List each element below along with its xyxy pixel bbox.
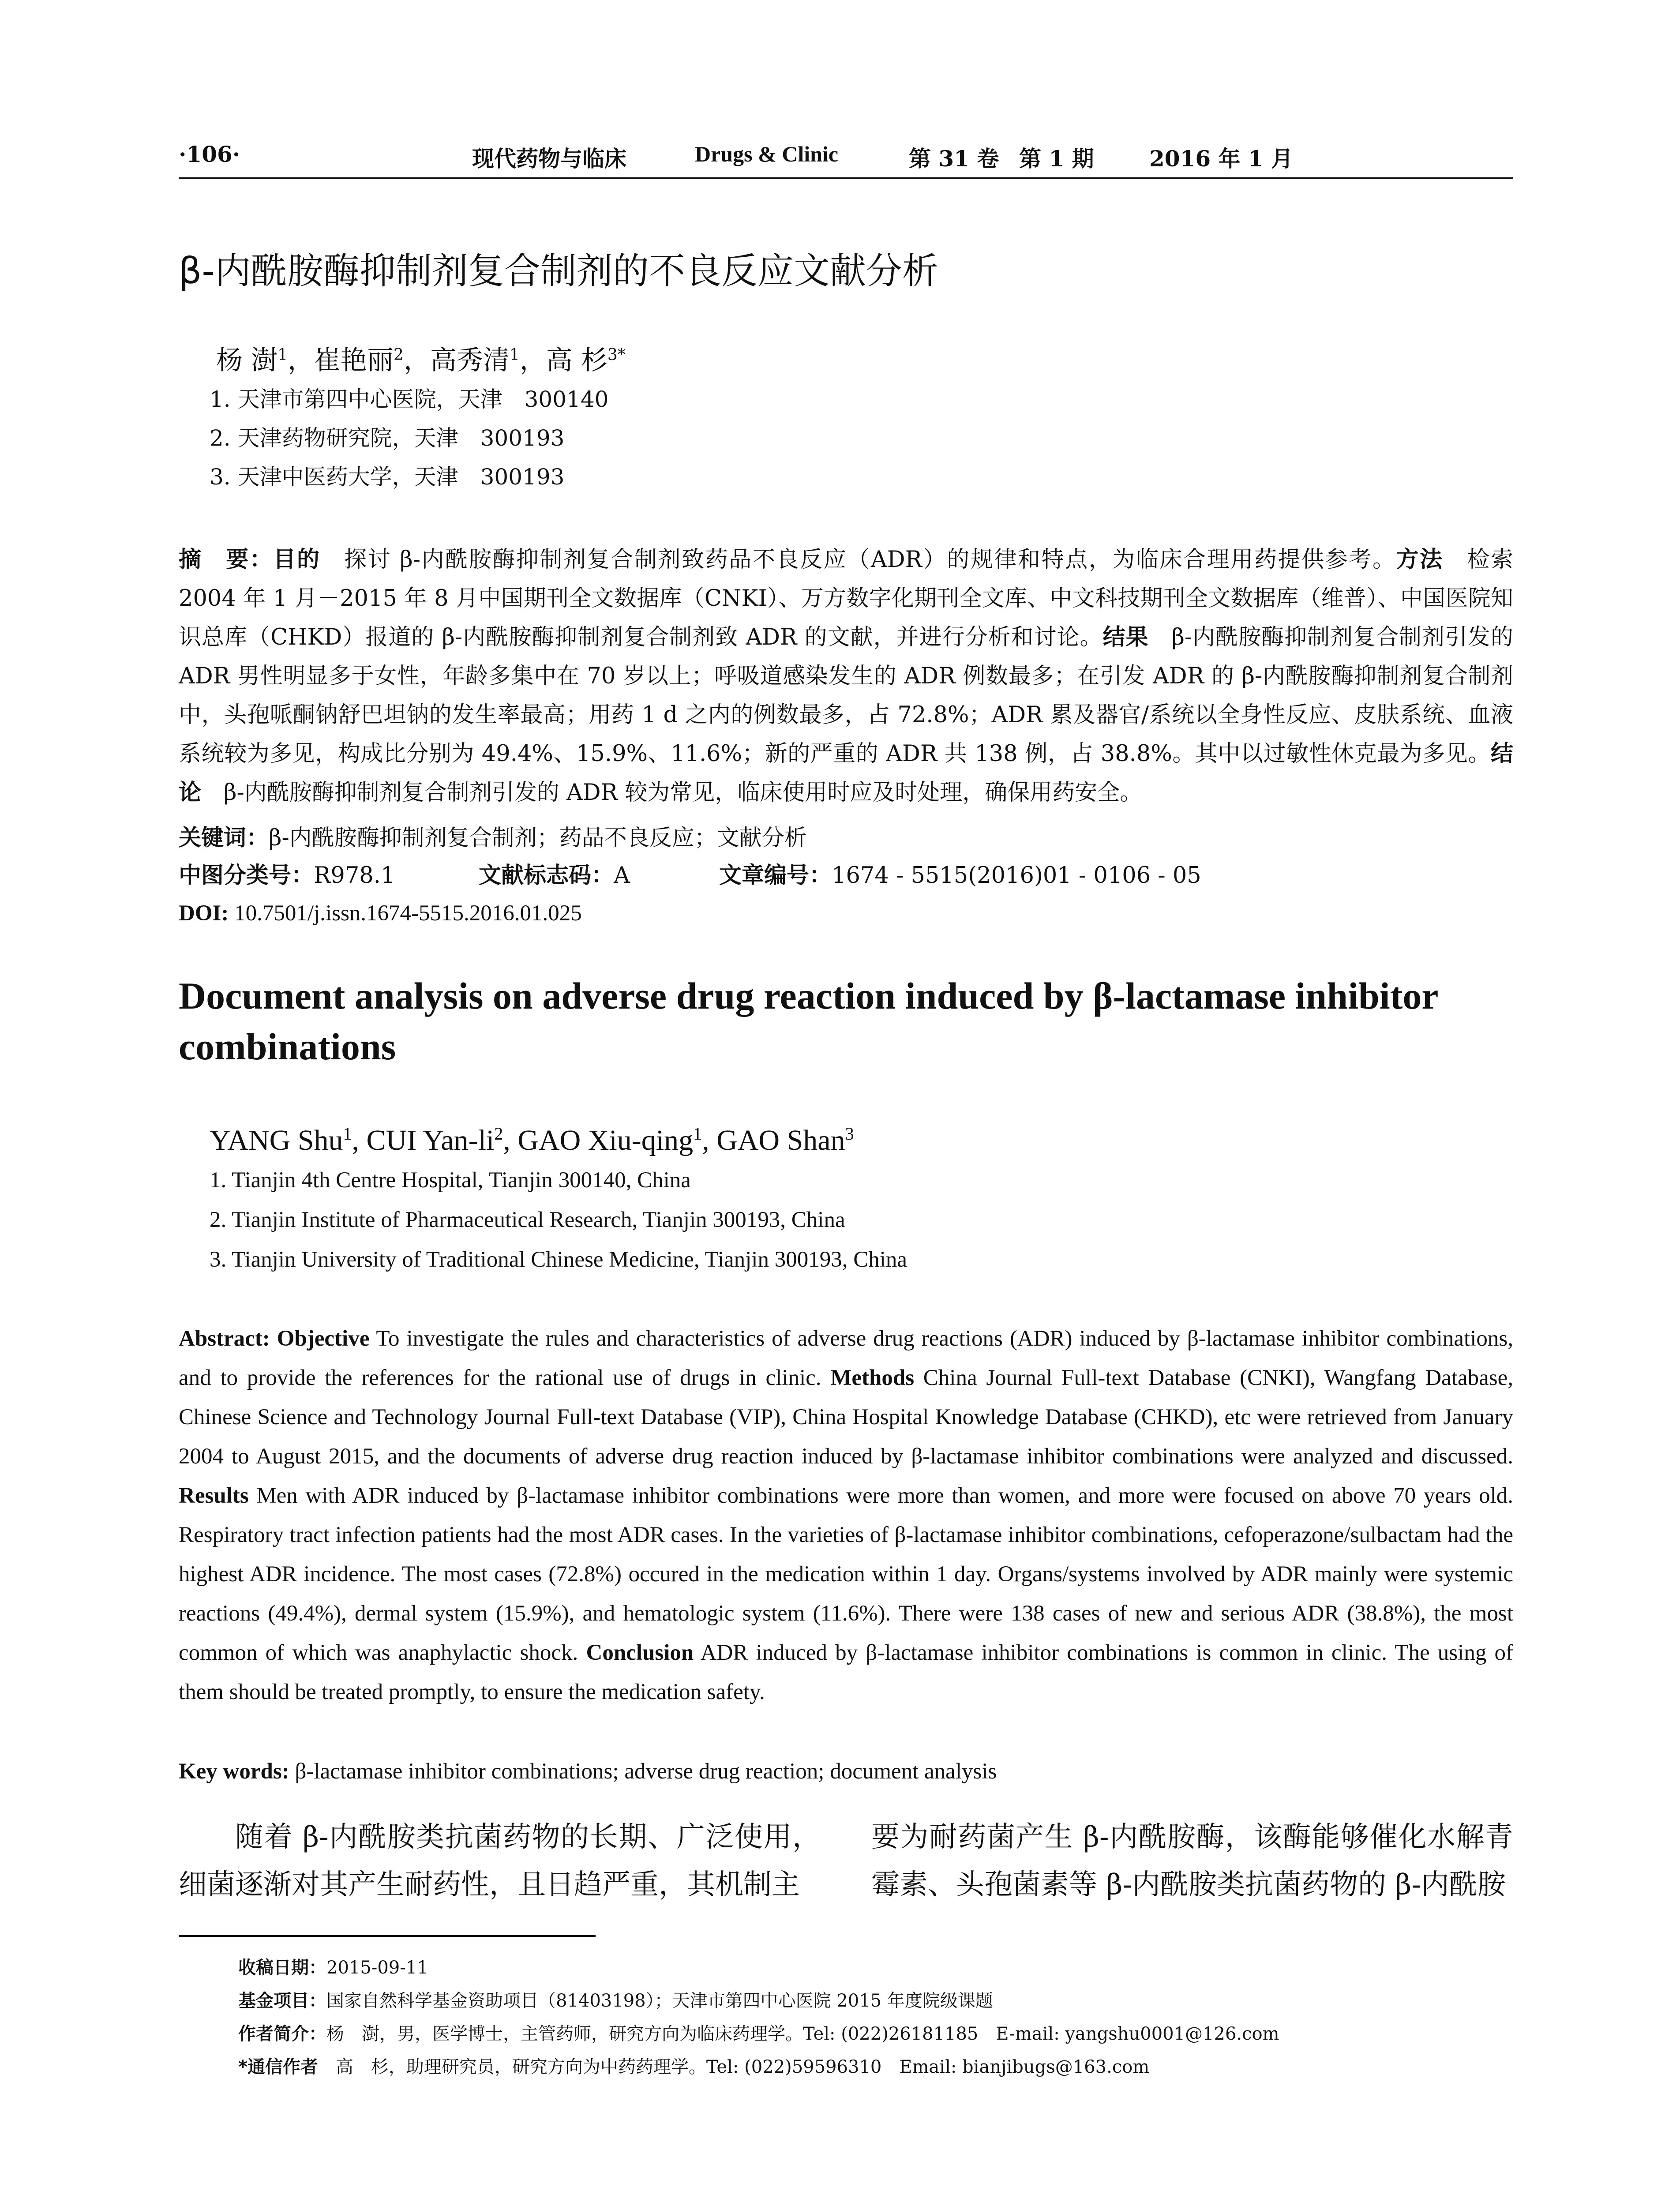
journal-name-cn: 现代药物与临床	[472, 146, 626, 172]
title-en: Document analysis on adverse drug reaction induced by β-lactamase inhibitor combinations	[179, 975, 1438, 1068]
methods-text: China Journal Full-text Database (CNKI), Wangfang Database, Chinese Science and Technology Journal Full-text Database (VIP), China Hospital Knowledge Database (CHKD), etc were retrieved from January 2004 to August 2015, and the documents of adverse drug reaction induced by β-lactamase inhibitor combinations were analyzed and discussed.	[179, 1366, 1513, 1469]
author-affiliation-mark: 1	[278, 346, 288, 364]
page-title: β-内酰胺酶抑制剂复合制剂的不良反应文献分析	[179, 250, 938, 292]
article-number-value: 1674 - 5515(2016)01 - 0106 - 05	[832, 863, 1201, 889]
author-affiliation-mark: 2	[494, 1124, 503, 1144]
objective-text: To investigate the rules and characteristics of adverse drug reactions (ADR) induced by β-lactamase inhibitor combinations, and to provide the references for the rational use of drugs in clinic.	[179, 1326, 1514, 1390]
author-name: ，崔艳丽	[287, 345, 394, 376]
abstract-cn	[179, 540, 1513, 812]
keywords-label: 关键词：	[179, 825, 269, 851]
author-affiliation-mark: 1	[693, 1124, 702, 1144]
doi-label: DOI:	[179, 901, 229, 926]
footnote-received	[238, 1955, 428, 1981]
conclusion-label: 结论	[179, 741, 1513, 806]
author-name: 杨 澍	[216, 345, 278, 376]
footnote-funding	[238, 1988, 993, 2014]
keywords-en	[179, 1754, 997, 1789]
doi-link[interactable]: 10.7501/j.issn.1674-5515.2016.01.025	[229, 901, 582, 926]
body-column-left: 随着 β-内酰胺类抗菌药物的长期、广泛使用，细菌逐渐对其产生耐药性，且日趋严重，其机制主	[179, 1821, 821, 1901]
received-label: 收稿日期：	[238, 1958, 326, 1978]
results-label: 结果	[1102, 624, 1149, 650]
author-name: , GAO Xiu-qing	[503, 1124, 694, 1156]
document-code-label: 文献标志码：	[479, 863, 614, 889]
corresponding-label: *通信作者	[238, 2057, 318, 2077]
clc-code	[179, 858, 395, 893]
abstract-label: Abstract:	[179, 1326, 270, 1351]
affiliation-en: 3. Tianjin University of Traditional Chinese Medicine, Tianjin 300193, China	[210, 1247, 908, 1272]
author-name: , CUI Yan-li	[352, 1124, 495, 1156]
bio-text: 杨 澍，男，医学博士，主管药师，研究方向为临床药理学。Tel: (022)26181185 E-mail: yangshu0001@126.com	[326, 2024, 1279, 2044]
results-text: β-内酰胺酶抑制剂复合制剂引发的 ADR 男性明显多于女性，年龄多集中在 70 岁以上；呼吸道感染发生的 ADR 例数最多；在引发 ADR 的 β-内酰胺酶抑制剂复合制剂中，头孢哌酮钠舒巴坦钠的发生率最高；用药 1 d 之内的例数最多，占 72.8%；ADR 累及器官/系统以全身性反应、皮肤系统、血液系统较为多见，构成比分别为 49.4%、15.9%、11.6%；新的严重的 ADR 共 138 例，占 38.8%。其中以过敏性休克最为多见。	[179, 624, 1513, 767]
article-number-label: 文章编号：	[719, 863, 832, 889]
author-name: YANG Shu	[210, 1124, 343, 1156]
objective-label: Objective	[270, 1326, 370, 1351]
clc-label: 中图分类号：	[179, 863, 314, 889]
methods-text: 检索 2004 年 1 月－2015 年 8 月中国期刊全文数据库（CNKI）、万方数字化期刊全文库、中文科技期刊全文数据库（维普）、中国医院知识总库（CHKD）报道的 β-内酰胺酶抑制剂复合制剂致 ADR 的文献，并进行分析和讨论。	[179, 547, 1513, 650]
author-affiliation-mark: 2	[393, 346, 404, 364]
author-name: ，高 杉	[519, 345, 608, 376]
document-code-value: A	[614, 863, 630, 889]
author-affiliation-mark: 3	[845, 1124, 854, 1144]
fund-label: 基金项目：	[238, 1991, 326, 2011]
conclusion-label: Conclusion	[586, 1640, 694, 1665]
body-column-right: 要为耐药菌产生 β-内酰胺酶，该酶能够催化水解青霉素、头孢菌素等 β-内酰胺类抗菌药物的 β-内酰胺	[871, 1821, 1513, 1901]
affiliation-cn: 2. 天津药物研究院，天津 300193	[210, 425, 565, 451]
footnote-rule	[179, 1935, 596, 1937]
received-date: 2015-09-11	[326, 1958, 428, 1978]
footnote-author-bio	[238, 2021, 1279, 2047]
author-name: , GAO Shan	[702, 1124, 845, 1156]
keywords-text: β-内酰胺酶抑制剂复合制剂；药品不良反应；文献分析	[269, 825, 807, 851]
author-affiliation-mark: 3*	[607, 346, 626, 364]
objective-label: 目的	[273, 547, 321, 573]
doi-line	[179, 896, 582, 931]
results-text: Men with ADR induced by β-lactamase inhibitor combinations were more than women, and more were focused on above 70 years old. Respiratory tract infection patients had the most ADR cases. In the varieties of β-lactamase inhibitor combinations, cefoperazone/sulbactam had the highest ADR incidence. The most cases (72.8%) occured in the medication within 1 day. Organs/systems involved by ADR mainly were systemic reactions (49.4%), dermal system (15.9%), and hematologic system (11.6%). There were 138 cases of new and serious ADR (38.8%), the most common of which was anaphylactic shock.	[179, 1483, 1513, 1665]
abstract-label: 摘 要：	[179, 547, 274, 573]
affiliation-cn: 1. 天津市第四中心医院，天津 300140	[210, 386, 609, 412]
affiliation-en: 1. Tianjin 4th Centre Hospital, Tianjin 300140, China	[210, 1168, 691, 1193]
affiliation-cn: 3. 天津中医药大学，天津 300193	[210, 464, 565, 490]
article-number	[719, 858, 1201, 893]
methods-label: 方法	[1396, 547, 1444, 573]
author-list-cn	[216, 338, 626, 378]
page-number: ·106·	[179, 141, 240, 167]
results-label: Results	[179, 1483, 249, 1508]
conclusion-text: ADR induced by β-lactamase inhibitor combinations is common in clinic. The using of them should be treated promptly, to ensure the medication safety.	[179, 1640, 1513, 1704]
objective-text: 探讨 β-内酰胺酶抑制剂复合制剂致药品不良反应（ADR）的规律和特点，为临床合理用药提供参考。	[320, 547, 1396, 573]
author-list-en	[210, 1114, 854, 1160]
author-affiliation-mark: 1	[509, 346, 520, 364]
journal-issue: 第 1 期	[1019, 146, 1094, 172]
footnote-corresponding	[238, 2054, 1149, 2080]
bio-label: 作者简介：	[238, 2024, 326, 2044]
keywords-text: β-lactamase inhibitor combinations; adverse drug reaction; document analysis	[289, 1759, 997, 1784]
affiliation-en: 2. Tianjin Institute of Pharmaceutical Research, Tianjin 300193, China	[210, 1208, 845, 1232]
conclusion-text: β-内酰胺酶抑制剂复合制剂引发的 ADR 较为常见，临床使用时应及时处理，确保用药安全。	[201, 780, 1143, 806]
journal-name-en: Drugs & Clinic	[695, 142, 838, 166]
header-rule	[179, 177, 1513, 179]
methods-label: Methods	[830, 1366, 915, 1390]
keywords-label: Key words:	[179, 1759, 289, 1784]
document-code	[479, 858, 630, 893]
clc-value: R978.1	[314, 863, 395, 889]
classification-row	[179, 858, 1513, 893]
journal-date: 2016 年 1 月	[1149, 146, 1294, 172]
fund-text: 国家自然科学基金资助项目（81403198）；天津市第四中心医院 2015 年度院级课题	[326, 1991, 993, 2011]
corresponding-text: 高 杉，助理研究员，研究方向为中药药理学。Tel: (022)59596310 Email: bianjibugs@163.com	[318, 2057, 1150, 2077]
running-header	[179, 141, 1513, 176]
author-affiliation-mark: 1	[343, 1124, 352, 1144]
abstract-en	[179, 1319, 1513, 1712]
journal-volume: 第 31 卷	[909, 146, 999, 172]
author-name: ，高秀清	[403, 345, 510, 376]
keywords-cn	[179, 821, 807, 856]
